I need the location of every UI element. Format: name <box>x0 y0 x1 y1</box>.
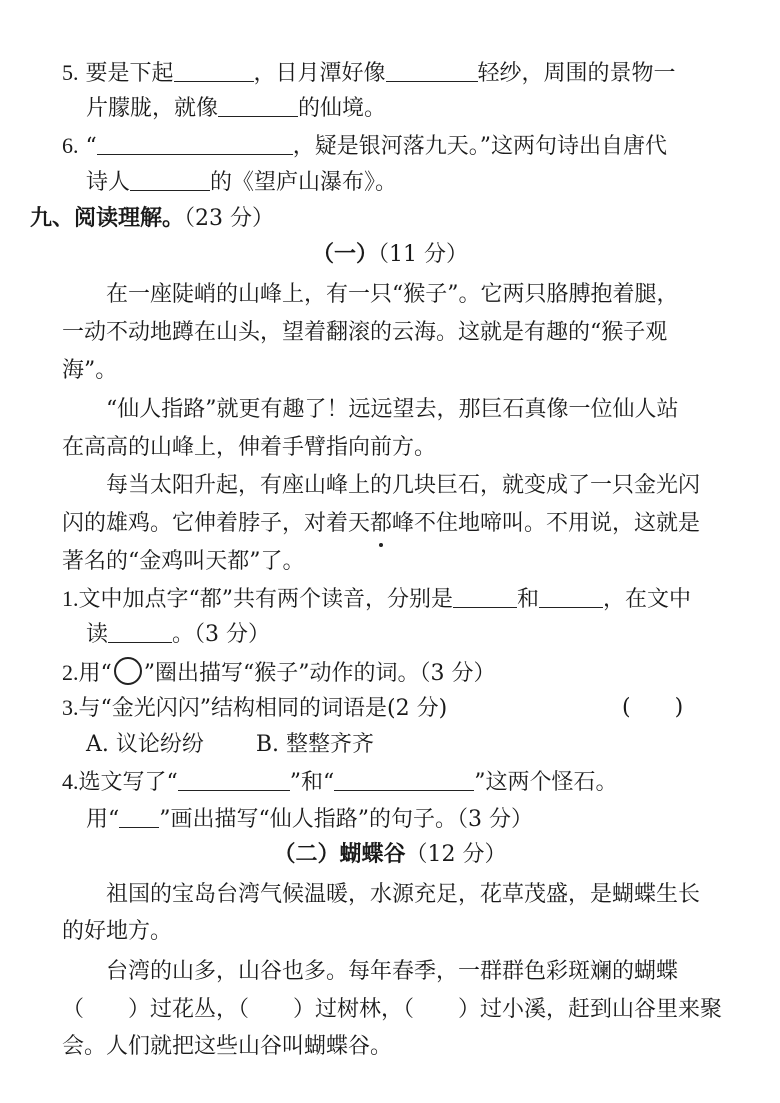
answer-blank[interactable] <box>218 94 298 117</box>
passage-1-para-3-line-2: 闪的雄鸡。它伸着脖子，对着天都峰不住地啼叫。不用说，这就是 <box>62 509 700 539</box>
question-5-line-1: 5. 要是下起 ，日月潭好像 轻纱，周围的景物一 <box>62 60 676 86</box>
passage-1-heading: （一）（11 分） <box>311 242 468 267</box>
passage-1-question-4-line-1: 4.选文写了“ ”和“ ”这两个怪石。 <box>62 769 618 795</box>
passage-2-heading: （二）蝴蝶谷（12 分） <box>273 842 507 867</box>
passage-1-question-1-line-1: 1.文中加点字“都”共有两个读音，分别是 和 ，在文中 <box>62 586 692 612</box>
option-b[interactable]: B. 整整齐齐 <box>255 732 375 757</box>
answer-paren[interactable]: ( ) <box>622 695 684 720</box>
passage-1-question-1-line-2: 读 。（3 分） <box>86 622 271 647</box>
emphasis-dotted-char: 都 <box>370 509 392 539</box>
answer-blank[interactable] <box>119 805 159 828</box>
passage-1-para-1-line-2: 一动不动地蹲在山头，望着翻滚的云海。这就是有趣的“猴子观 <box>62 320 668 345</box>
passage-1-question-3: 3.与“金光闪闪”结构相同的词语是(2 分) <box>62 695 448 721</box>
passage-1-question-4-line-2: 用“ ”画出描写“仙人指路”的句子。（3 分） <box>86 807 533 832</box>
passage-1-question-2: 2.用“ ”圈出描写“猴子”动作的词。（3 分） <box>62 657 495 689</box>
answer-blank[interactable] <box>178 768 290 791</box>
passage-2-para-1-line-1: 祖国的宝岛台湾气候温暖，水源充足，花草茂盛，是蝴蝶生长 <box>106 882 701 907</box>
section-9-title: 九、阅读理解。（23 分） <box>30 206 275 231</box>
answer-blank[interactable] <box>130 168 210 191</box>
passage-1-para-1-line-1: 在一座陡峭的山峰上，有一只“猴子”。它两只胳膊抱着腿， <box>106 282 679 307</box>
passage-1-para-1-line-3: 海”。 <box>62 358 118 383</box>
question-6-line-2: 诗人 的《望庐山瀑布》。 <box>86 170 398 195</box>
passage-1-para-2-line-2: 在高高的山峰上，伸着手臂指向前方。 <box>62 435 437 460</box>
answer-blank[interactable] <box>97 132 293 155</box>
passage-2-para-2-line-2: （ ）过花丛，（ ）过树林，（ ）过小溪，赶到山谷里来聚 <box>62 997 723 1022</box>
passage-1-para-3-line-3: 著名的“金鸡叫天都”了。 <box>62 549 305 574</box>
passage-1-question-3-options <box>86 730 374 760</box>
passage-2-para-2-line-1: 台湾的山多，山谷也多。每年春季，一群群色彩斑斓的蝴蝶 <box>106 959 679 984</box>
question-5-line-2: 片朦胧，就像 的仙境。 <box>86 96 387 121</box>
answer-blank[interactable] <box>539 585 603 608</box>
answer-blank[interactable] <box>334 768 474 791</box>
answer-blank[interactable] <box>108 620 172 643</box>
answer-blank[interactable] <box>174 59 254 82</box>
option-a[interactable]: A. 议论纷纷 <box>86 732 204 757</box>
passage-2-para-2-line-3: 会。人们就把这些山谷叫蝴蝶谷。 <box>62 1034 393 1059</box>
circle-icon <box>114 657 142 685</box>
answer-blank[interactable] <box>453 585 517 608</box>
question-6-line-1: 6. “ ，疑是银河落九天。”这两句诗出自唐代 <box>62 133 667 159</box>
passage-2-para-1-line-2: 的好地方。 <box>62 919 173 944</box>
passage-1-para-2-line-1: “仙人指路”就更有趣了！远远望去，那巨石真像一位仙人站 <box>106 397 679 422</box>
answer-blank[interactable] <box>386 59 478 82</box>
passage-1-para-3-line-1: 每当太阳升起，有座山峰上的几块巨石，就变成了一只金光闪 <box>106 473 701 498</box>
